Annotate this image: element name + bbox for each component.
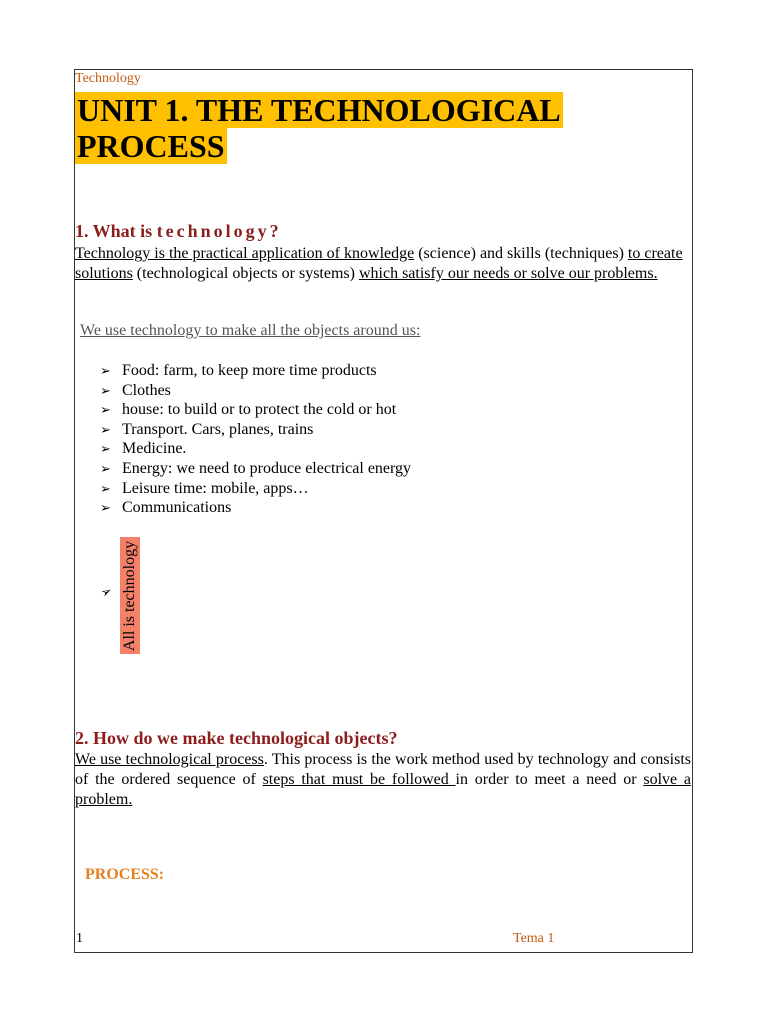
list-item: [100, 381, 411, 401]
list-item-text: Clothes: [122, 381, 171, 399]
page-number: 1: [76, 931, 83, 946]
arrow-bullet-icon: ➢: [100, 441, 111, 457]
arrow-bullet-icon: ➢: [100, 500, 111, 516]
process-text-1: . This process is the work method used by technology and consists of the ordered sequence of: [75, 751, 692, 788]
definition-text-2: (technological objects or systems): [132, 265, 359, 282]
all-is-technology-box: [120, 537, 140, 654]
definition-underlined-1: Technology is the practical application of knowledge: [75, 245, 415, 262]
arrow-bullet-icon: ➢: [97, 582, 115, 601]
section-1-heading: [75, 221, 282, 242]
list-item: [100, 479, 411, 499]
unit-title-line-2: PROCESS: [77, 128, 225, 164]
section-1-heading-prefix: 1. What is: [75, 221, 157, 241]
arrow-bullet-icon: ➢: [100, 363, 111, 378]
list-item: [100, 420, 411, 440]
technology-uses-list: [100, 361, 411, 518]
list-item-text: Energy: we need to produce electrical energy: [122, 459, 412, 477]
process-text-2: in order to meet a need or: [455, 771, 644, 788]
process-underlined-3: solve a problem.: [75, 771, 692, 808]
header-label: Technology: [75, 71, 141, 86]
unit-title-line-1: UNIT 1. THE TECHNOLOGICAL: [77, 92, 561, 128]
process-label: PROCESS:: [85, 866, 165, 883]
footer-tema: Tema 1: [513, 931, 555, 946]
definition-text-1: (science) and skills (techniques): [414, 245, 628, 262]
arrow-bullet-icon: ➢: [100, 382, 111, 398]
list-item-text: Transport. Cars, planes, trains: [122, 420, 314, 438]
all-is-technology-label: All is technology: [121, 540, 138, 651]
list-item-text: Leisure time: mobile, apps…: [122, 479, 309, 497]
uses-intro: We use technology to make all the objects around us:: [80, 322, 421, 339]
list-item: [100, 439, 411, 459]
definition-underlined-2: to create solutions: [75, 245, 683, 282]
technological-process-definition: [75, 750, 691, 810]
process-underlined-1: We use technological process: [75, 751, 264, 768]
list-item-text: Medicine.: [122, 440, 187, 458]
arrow-bullet-icon: ➢: [100, 480, 111, 496]
list-item-text: Communications: [122, 499, 232, 517]
list-item: [100, 498, 411, 518]
definition-underlined-3: which satisfy our needs or solve our problems.: [358, 265, 658, 282]
list-item: [100, 459, 411, 479]
section-2-heading: 2. How do we make technological objects?: [75, 728, 398, 748]
technology-definition: [75, 244, 691, 284]
list-item-text: house: to build or to protect the cold or hot: [122, 401, 397, 419]
arrow-bullet-icon: ➢: [100, 421, 111, 437]
process-underlined-2: steps that must be followed: [262, 771, 456, 788]
arrow-bullet-icon: ➢: [100, 460, 111, 476]
list-item: [100, 361, 411, 381]
arrow-bullet-icon: ➢: [100, 402, 111, 418]
list-item-text: Food: farm, to keep more time products: [122, 362, 377, 379]
list-item: [100, 400, 411, 420]
section-1-heading-word: technology?: [156, 221, 282, 241]
